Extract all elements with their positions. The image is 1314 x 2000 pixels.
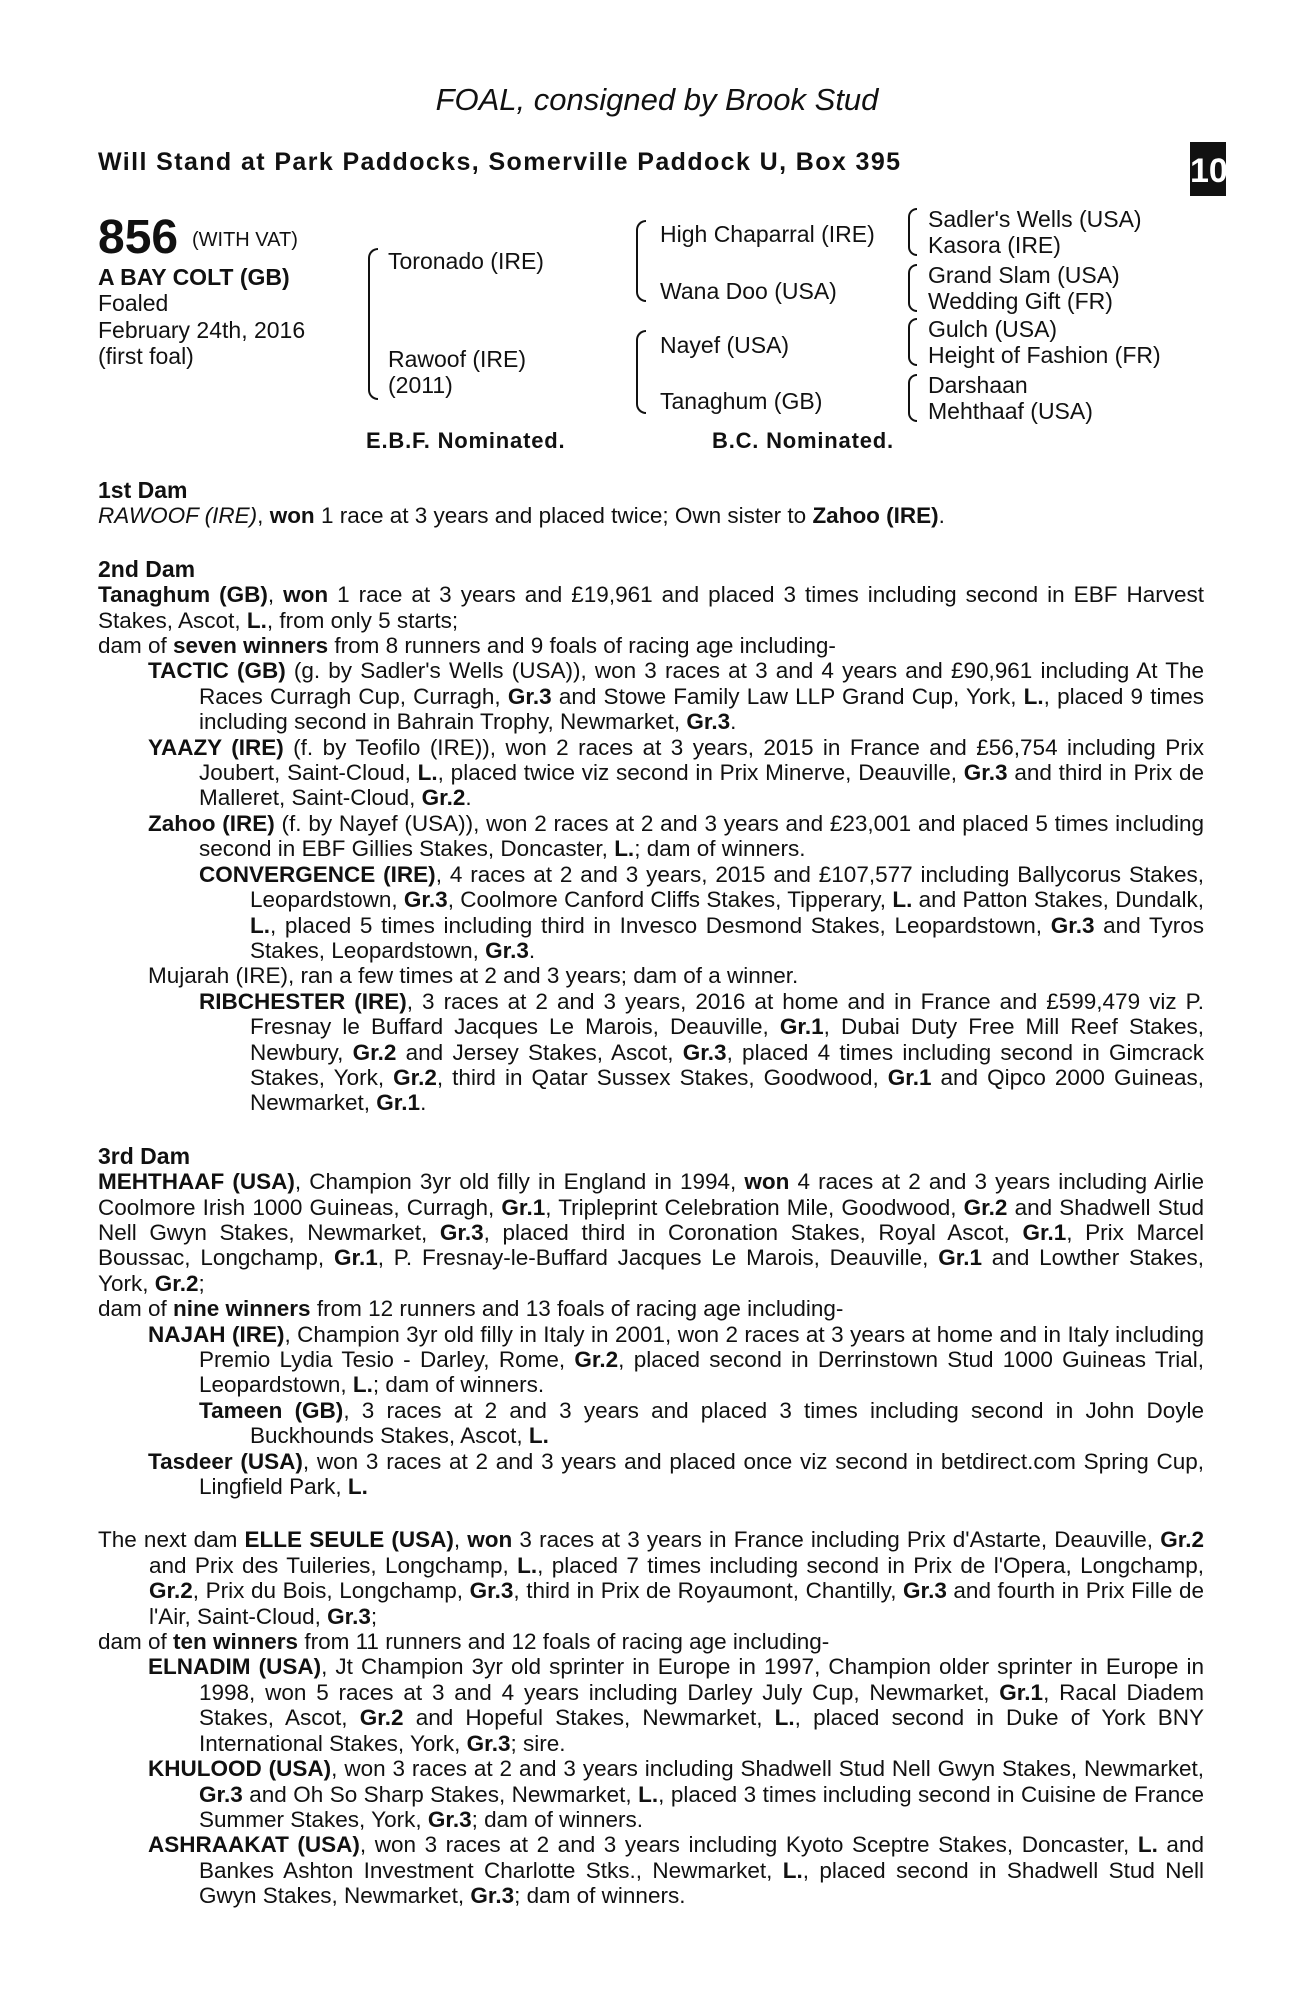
produce-entry (98, 989, 1204, 1116)
foal-note: (first foal) (98, 343, 194, 369)
text: , won 3 races at 2 and 3 years including Shadwell Stud Nell Gwyn Stakes, Newmarket, (331, 1756, 1205, 1782)
won-label: won (744, 1169, 790, 1195)
grade: Gr.3 (1050, 912, 1095, 938)
lot-name: A BAY COLT (GB) (98, 264, 290, 290)
grade: Gr.1 (779, 1014, 824, 1040)
vat-label: (WITH VAT) (192, 229, 298, 251)
text: and Patton Stakes, Dundalk, (912, 887, 1205, 913)
grade: L. (638, 1781, 659, 1807)
text: , Prix du Bois, Longchamp, (192, 1578, 470, 1604)
text: , from only 5 starts; (266, 607, 459, 633)
text: , placed 5 times including third in Invesco Desmond Stakes, Leopardstown, (270, 912, 1051, 938)
grade: Gr.3 (686, 709, 731, 735)
next-dam-paragraph: The next dam ELLE SEULE (USA), won 3 races at 3 years in France including Prix d'Astarte, Deauville, Gr.2 and Prix des Tuileries, Longchamp, L., placed 7 times including second in Prix de l'Opera, Longchamp, Gr.2, Prix du Bois, Longchamp, Gr.3, third in Prix de Royaumont, Chantilly, Gr.3 and fourth in Prix Fille de l'Air, Saint-Cloud, Gr.3; (98, 1527, 1204, 1629)
text: , 4 races at 2 and 3 years, 2015 and £107,577 including Ballycorus Stakes, Leopardstown, (250, 861, 1204, 913)
dam-name: RAWOOF (IRE) (98, 503, 258, 529)
text: , won 3 races at 2 and 3 years and placed once viz second in betdirect.com Spring Cup, Lingfield Park, (199, 1448, 1204, 1500)
text: , third in Qatar Sussex Stakes, Goodwood, (436, 1064, 888, 1090)
text: and third in Prix de Malleret, Saint-Cloud, (199, 760, 1204, 811)
badge-number: 10 (1190, 152, 1228, 190)
horse-name: Zahoo (IRE) (148, 810, 275, 836)
grade: Gr.1 (333, 1245, 378, 1271)
bc-nominated: B.C. Nominated. (712, 428, 894, 453)
dam-dam: Tanaghum (GB) (660, 388, 823, 414)
text: . (420, 1090, 427, 1116)
text: , Tripleprint Celebration Mile, Goodwood, (545, 1194, 964, 1220)
third-dam-paragraph (98, 1169, 1204, 1296)
grade: L. (352, 1372, 373, 1398)
text: , third in Prix de Royaumont, Chantilly, (513, 1578, 904, 1604)
text: 4 races at 2 and 3 years including Airlie Coolmore Irish 1000 Guineas, Curragh, (98, 1169, 1204, 1220)
text: , Champion 3yr old filly in England in 1994, (294, 1169, 745, 1195)
text: (f. by Nayef (USA)), won 2 races at 2 and 3 years and £23,001 and placed 5 times including second in EBF Gillies Stakes, Doncaster, (199, 810, 1204, 862)
grade: Gr.2 (149, 1578, 193, 1604)
text: and Bankes Ashton Investment Charlotte Stks., Newmarket, (199, 1832, 1204, 1883)
grade: Gr.2 (963, 1194, 1008, 1220)
grade: Gr.3 (427, 1806, 472, 1832)
dam: Rawoof (IRE) (388, 346, 527, 372)
text: and Lowther Stakes, York, (98, 1245, 1205, 1296)
pedigree-brace (908, 208, 917, 256)
grade: Gr.2 (352, 1039, 397, 1065)
grade: Gr.2 (154, 1270, 199, 1296)
pedigree-brace (908, 318, 917, 366)
grade: Gr.3 (469, 1578, 514, 1604)
section-heading: 1st Dam (98, 477, 188, 503)
horse-name: YAAZY (IRE) (148, 734, 284, 760)
horse-name: TACTIC (GB) (148, 658, 286, 684)
produce-entry (98, 1322, 1204, 1398)
produce-entry (98, 811, 1204, 862)
gen3-3: Grand Slam (USA) (928, 262, 1120, 288)
text: , Prix Marcel Boussac, Longchamp, (98, 1219, 1204, 1271)
gen3-6: Height of Fashion (FR) (928, 342, 1161, 368)
page-title: FOAL, consigned by Brook Stud (435, 82, 879, 117)
text: , placed 4 times including second in Gimcrack Stakes, York, (250, 1039, 1204, 1090)
produce-entry (98, 1654, 1204, 1756)
produce-entry (98, 658, 1204, 734)
grade: Gr.2 (1160, 1527, 1204, 1553)
won-label: won (283, 582, 329, 608)
text: and Qipco 2000 Guineas, Newmarket, (250, 1064, 1205, 1116)
horse-name: ELNADIM (USA) (148, 1654, 322, 1680)
grade: Gr.1 (938, 1245, 983, 1271)
text: ; (370, 1603, 378, 1629)
pedigree-brace (908, 264, 917, 312)
winners-count: nine winners (173, 1296, 311, 1322)
text: and Shadwell Stud Nell Gwyn Stakes, Newmarket, (98, 1194, 1204, 1245)
text: , placed third in Coronation Stakes, Royal Ascot, (483, 1219, 1023, 1245)
grade: L. (1137, 1832, 1158, 1858)
gen3-7: Darshaan (928, 372, 1028, 398)
text: ; dam of winners. (372, 1372, 545, 1398)
text: ; sire. (510, 1730, 566, 1756)
produce-entry (98, 735, 1204, 811)
produce-entry (98, 1398, 1204, 1449)
text: , 3 races at 2 and 3 years, 2016 at home and in France and £599,479 viz P. Fresnay le Buffard Jacques Le Marois, Deauville, (250, 988, 1204, 1040)
text: and Tyros Stakes, Leopardstown, (250, 912, 1204, 963)
text: ; dam of winners. (634, 836, 806, 862)
dam-sire: Nayef (USA) (660, 332, 790, 358)
section-heading: 3rd Dam (98, 1142, 191, 1169)
text: , 3 races at 2 and 3 years and placed 3 times including second in John Doyle Buckhounds Stakes, Ascot, (250, 1397, 1204, 1449)
text: ; (198, 1270, 205, 1296)
text: Mujarah (IRE), ran a few times at 2 and 3 years; dam of a winner. (148, 963, 799, 989)
foaled-label: Foaled (98, 290, 169, 316)
badge-10 (1190, 124, 1228, 196)
produce-entry (98, 862, 1204, 964)
text: and fourth in Prix Fille de l'Air, Saint-Cloud, (149, 1578, 1204, 1629)
grade: L. (614, 836, 635, 862)
text: , placed second in Duke of York BNY International Stakes, York, (199, 1705, 1204, 1756)
produce-summary (98, 1296, 1204, 1321)
first-dam-paragraph: RAWOOF (IRE), won 1 race at 3 years and placed twice; Own sister to Zahoo (IRE). (98, 503, 945, 529)
won-label: won (467, 1527, 513, 1553)
horse-name: RIBCHESTER (IRE) (199, 988, 407, 1014)
text: , P. Fresnay-le-Buffard Jacques Le Marois, Deauville, (377, 1245, 939, 1271)
gen3-5: Gulch (USA) (928, 316, 1058, 342)
grade: Gr.2 (574, 1347, 619, 1372)
grade: L. (246, 607, 267, 633)
text: dam of (98, 1296, 174, 1322)
text: , Jt Champion 3yr old sprinter in Europe in 1997, Champion older sprinter in Europe in 1998, won 5 races at 3 and 4 years including Darley July Cup, Newmarket, (199, 1654, 1205, 1705)
grade: L. (517, 1552, 538, 1578)
text: (g. by Sadler's Wells (USA)), won 3 races at 3 and 4 years and £90,961 including At The Races Curragh Cup, Curragh, (199, 658, 1204, 709)
sire-dam: Wana Doo (USA) (660, 278, 837, 304)
winners-count: seven winners (173, 633, 329, 659)
grade: Gr.3 (963, 760, 1008, 786)
grade: Gr.1 (1022, 1219, 1067, 1245)
grade: Gr.3 (507, 683, 552, 709)
grade: Gr.2 (393, 1064, 437, 1090)
pedigree-brace (908, 374, 917, 422)
text: . (528, 937, 536, 963)
horse-name: CONVERGENCE (IRE) (199, 861, 436, 887)
gen3-4: Wedding Gift (FR) (928, 288, 1113, 314)
produce-summary (98, 1629, 1204, 1654)
text: 1 race at 3 years and £19,961 and placed 3 times including second in EBF Harvest Stakes, Ascot, (98, 582, 1204, 633)
text: and Oh So Sharp Stakes, Newmarket, (242, 1781, 639, 1807)
grade: Gr.3 (439, 1219, 484, 1245)
horse-name: Zahoo (IRE) (812, 503, 939, 529)
section-heading: 2nd Dam (98, 555, 196, 582)
catalogue-body (98, 478, 1204, 1909)
text: , Dubai Duty Free Mill Reef Stakes, Newbury, (250, 1014, 1204, 1065)
grade: L. (250, 912, 270, 938)
dam-name: Tanaghum (GB) (98, 582, 268, 608)
grade: Gr.1 (376, 1090, 421, 1116)
grade: Gr.3 (327, 1603, 371, 1629)
grade: Gr.1 (887, 1064, 932, 1090)
grade: Gr.3 (403, 887, 448, 913)
text: ; dam of winners. (471, 1806, 643, 1832)
horse-name: KHULOOD (USA) (148, 1756, 332, 1782)
produce-entry (98, 1449, 1204, 1500)
gen3-2: Kasora (IRE) (928, 232, 1061, 258)
stand-location: Will Stand at Park Paddocks, Somerville Paddock U, Box 395 (98, 148, 902, 176)
text: , Champion 3yr old filly in Italy in 2001, won 2 races at 3 years at home and in Italy including Premio Lydia Tesio - Darley, Rome, (199, 1321, 1204, 1372)
grade: Gr.3 (466, 1730, 511, 1756)
text: and Hopeful Stakes, Newmarket, (403, 1705, 775, 1731)
text: (f. by Teofilo (IRE)), won 2 races at 3 years, 2015 in France and £56,754 including Prix Joubert, Saint-Cloud, (199, 734, 1204, 786)
text: , placed 7 times including second in Prix de l'Opera, Longchamp, (537, 1552, 1204, 1578)
text: , placed second in Derrinstown Stud 1000 Guineas Trial, Leopardstown, (199, 1347, 1204, 1398)
text: , placed 3 times including second in Cuisine de France Summer Stakes, York, (199, 1781, 1205, 1832)
text: . (730, 709, 737, 735)
grade: L. (782, 1857, 803, 1883)
gen3-8: Mehthaaf (USA) (928, 398, 1093, 424)
produce-entry (98, 963, 1204, 988)
text: and Jersey Stakes, Ascot, (396, 1039, 683, 1065)
grade: L. (417, 760, 438, 786)
horse-name: NAJAH (IRE) (148, 1321, 285, 1347)
text: and Stowe Family Law LLP Grand Cup, York, (551, 683, 1024, 709)
text: . (465, 785, 472, 811)
grade: Gr.2 (421, 785, 466, 811)
grade: Gr.3 (485, 937, 529, 963)
text: , placed second in Shadwell Stud Nell Gwyn Stakes, Newmarket, (199, 1857, 1205, 1909)
grade: Gr.3 (903, 1578, 947, 1604)
lot-number: 856 (98, 211, 179, 264)
text: dam of (98, 633, 174, 659)
horse-name: Tasdeer (USA) (148, 1448, 303, 1474)
text: 1 race at 3 years and placed twice; Own sister to (314, 503, 813, 529)
second-dam-paragraph: Tanaghum (GB), won 1 race at 3 years and £19,961 and placed 3 times including second in EBF Harvest Stakes, Ascot, L., from only 5 starts; (98, 582, 1204, 633)
dam-name: ELLE SEULE (USA) (244, 1527, 454, 1553)
ebf-nominated: E.B.F. Nominated. (366, 428, 566, 453)
text: from 12 runners and 13 foals of racing age including- (310, 1296, 844, 1322)
grade: L. (774, 1705, 795, 1731)
pedigree-brace (636, 330, 646, 414)
horse-name: ASHRAAKAT (USA) (148, 1832, 360, 1858)
produce-entry (98, 1832, 1204, 1908)
winners-count: ten winners (173, 1629, 299, 1655)
grade: Gr.3 (199, 1781, 243, 1807)
grade: Gr.3 (682, 1039, 727, 1065)
grade: L. (347, 1474, 368, 1500)
text: dam of (98, 1629, 174, 1655)
grade: L. (1023, 683, 1044, 709)
won-label: won (269, 503, 315, 529)
text: , Coolmore Canford Cliffs Stakes, Tipperary, (447, 887, 893, 913)
text: ; dam of winners. (514, 1883, 686, 1909)
dam-name: MEHTHAAF (USA) (98, 1169, 295, 1195)
horse-name: Tameen (GB) (199, 1397, 344, 1423)
text: 3 races at 3 years in France including Prix d'Astarte, Deauville, (512, 1527, 1161, 1553)
sire: Toronado (IRE) (388, 248, 544, 274)
pedigree-brace (636, 220, 646, 302)
grade: L. (528, 1423, 549, 1449)
grade: Gr.3 (470, 1883, 515, 1909)
text: , placed twice viz second in Prix Minerve, Deauville, (437, 760, 964, 786)
text: , won 3 races at 2 and 3 years including Kyoto Sceptre Stakes, Doncaster, (359, 1832, 1138, 1858)
grade: Gr.2 (359, 1705, 404, 1731)
produce-summary (98, 633, 1204, 658)
text: , Racal Diadem Stakes, Ascot, (199, 1679, 1204, 1731)
produce-entry (98, 1756, 1204, 1832)
pedigree-brace (368, 248, 378, 400)
text: from 8 runners and 9 foals of racing age including- (328, 633, 836, 659)
plus-icon: + (1193, 124, 1203, 143)
dam-year: (2011) (388, 372, 453, 398)
text: The next dam (98, 1527, 245, 1553)
foaled-date: February 24th, 2016 (98, 317, 306, 343)
text: , placed 9 times including second in Bahrain Trophy, Newmarket, (199, 683, 1205, 735)
gen3-1: Sadler's Wells (USA) (928, 206, 1142, 232)
grade: Gr.1 (501, 1194, 546, 1220)
grade: L. (892, 887, 913, 913)
sire-sire: High Chaparral (IRE) (660, 221, 875, 247)
grade: Gr.1 (999, 1679, 1044, 1705)
text: and Prix des Tuileries, Longchamp, (149, 1552, 518, 1578)
text: from 11 runners and 12 foals of racing age including- (298, 1629, 830, 1655)
text: . (938, 503, 945, 529)
